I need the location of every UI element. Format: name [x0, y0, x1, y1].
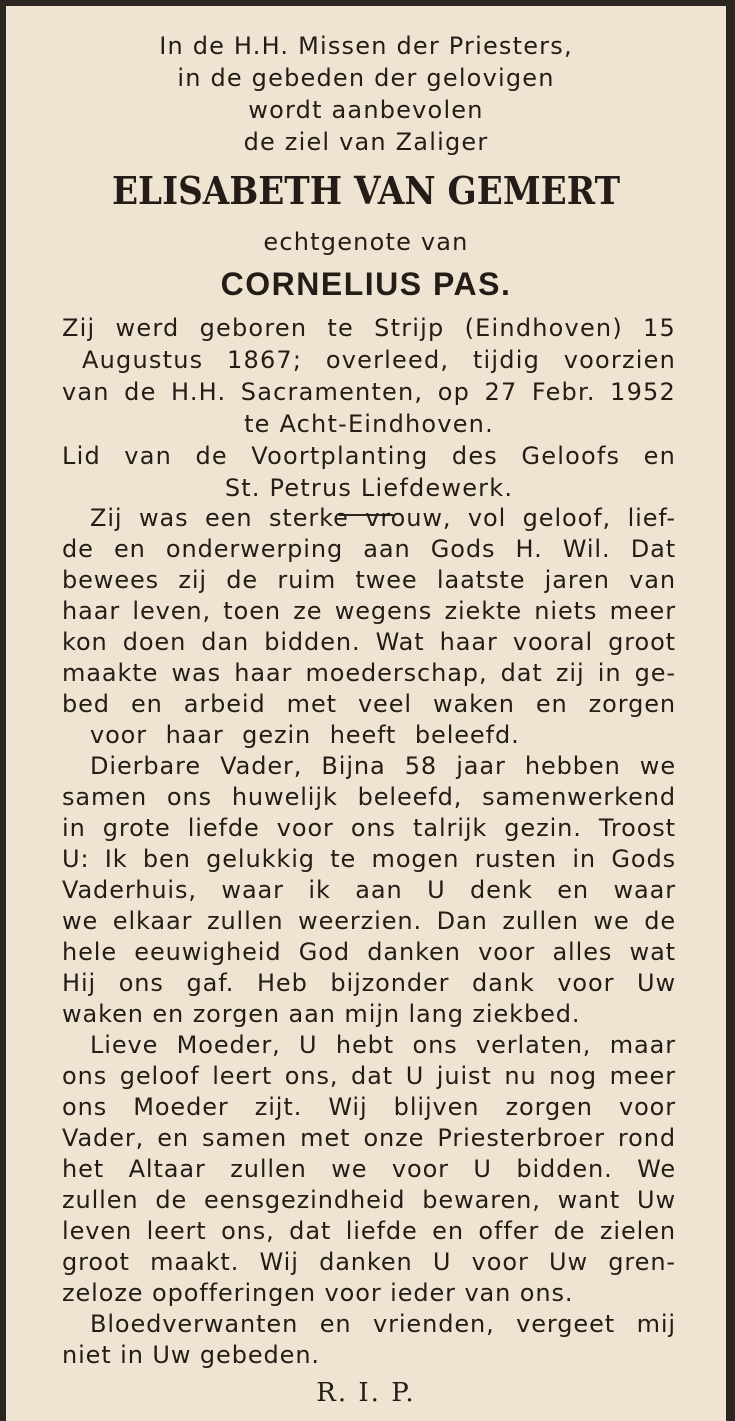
text-line: leven leert ons, dat liefde en offer de zielen — [62, 1217, 676, 1245]
bio-line: van de H.H. Sacramenten, op 27 Febr. 1952 — [62, 378, 676, 406]
intro-line: in de gebeden der gelovigen — [177, 64, 555, 92]
paragraph-mother — [62, 1030, 676, 1309]
text-line: we elkaar zullen weerzien. Dan zullen we de — [62, 907, 676, 935]
paragraph-virtue — [62, 503, 676, 751]
bio-line: Zij werd geboren te Strijp (Eindhoven) 15 — [62, 314, 676, 342]
biography — [6, 312, 726, 504]
text-line: U: Ik ben gelukkig te mogen rusten in Gods — [62, 845, 676, 873]
spouse-name: CORNELIUS PAS. — [220, 266, 512, 302]
text-line: Vader, en samen met onze Priesterbroer rond — [62, 1124, 676, 1152]
paragraph-relatives — [62, 1309, 676, 1371]
text-line: niet in Uw gebeden. — [62, 1341, 320, 1369]
text-line: in grote liefde voor ons talrijk gezin. Troost — [62, 814, 676, 842]
deceased-name: ELISABETH VAN GEMERT — [111, 168, 621, 213]
text-line: hele eeuwigheid God danken voor alles wat — [62, 938, 676, 966]
text-line: Lieve Moeder, U hebt ons verlaten, maar — [90, 1031, 676, 1059]
text-line: Bloedverwanten en vrienden, vergeet mij — [90, 1310, 676, 1338]
text-line: voor haar gezin heeft beleefd. — [90, 721, 520, 749]
rip-closing: R. I. P. — [316, 1378, 416, 1408]
text-line: ons geloof leert ons, dat U juist nu nog meer — [62, 1062, 676, 1090]
text-line: Zij was een sterke vrouw, vol geloof, lief- — [90, 504, 676, 532]
bio-line: te Acht-Eindhoven. — [244, 410, 494, 438]
bio-line: Augustus 1867; overleed, tijdig voorzien — [82, 346, 676, 374]
text-line: Vaderhuis, waar ik aan U denk en waar — [62, 876, 676, 904]
text-line: het Altaar zullen we voor U bidden. We — [62, 1155, 676, 1183]
bio-line: St. Petrus Liefdewerk. — [224, 474, 514, 502]
text-line: Dierbare Vader, Bijna 58 jaar hebben we — [90, 752, 676, 780]
text-line: de en onderwerping aan Gods H. Wil. Dat — [62, 535, 676, 563]
text-line: kon doen dan bidden. Wat haar vooral groot — [62, 628, 676, 656]
text-line: haar leven, toen ze wegens ziekte niets meer — [62, 597, 676, 625]
body-text — [62, 503, 676, 1371]
text-line: zullen de eensgezindheid bewaren, want Uw — [62, 1186, 676, 1214]
intro-line: In de H.H. Missen der Priesters, — [159, 32, 573, 60]
text-line: Hij ons gaf. Heb bijzonder dank voor Uw — [62, 969, 676, 997]
memorial-card — [6, 6, 726, 1421]
paragraph-father — [62, 751, 676, 1030]
bio-line: Lid van de Voortplanting des Geloofs en — [62, 442, 676, 470]
text-line: waken en zorgen aan mijn lang ziekbed. — [62, 1000, 581, 1028]
text-line: samen ons huwelijk beleefd, samenwerkend — [62, 783, 676, 811]
intro-line: wordt aanbevolen — [248, 96, 484, 124]
spouse-intro: echtgenote van — [263, 228, 469, 256]
text-line: bed en arbeid met veel waken en zorgen — [62, 690, 676, 718]
intro-line: de ziel van Zaliger — [243, 128, 489, 156]
card-header — [6, 30, 726, 534]
text-line: maakte was haar moederschap, dat zij in ge- — [62, 659, 676, 687]
text-line: zeloze opofferingen voor ieder van ons. — [62, 1279, 574, 1307]
text-line: ons Moeder zijt. Wij blijven zorgen voor — [62, 1093, 676, 1121]
text-line: groot maakt. Wij danken U voor Uw gren- — [62, 1248, 676, 1276]
text-line: bewees zij de ruim twee laatste jaren van — [62, 566, 676, 594]
